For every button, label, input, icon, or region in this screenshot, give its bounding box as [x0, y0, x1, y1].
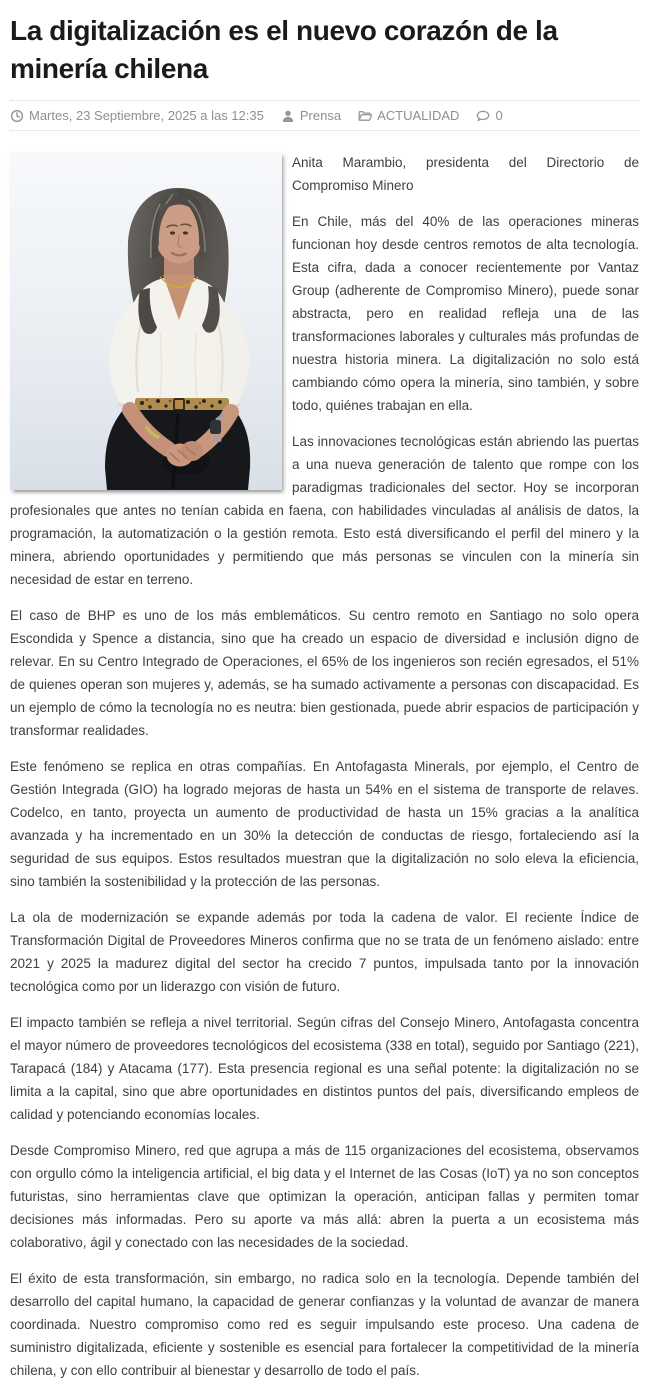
- post-category-label: ACTUALIDAD: [377, 108, 460, 123]
- post-comments-link[interactable]: [476, 108, 502, 123]
- article-paragraph: Desde Compromiso Minero, red que agrupa a más de 115 organizaciones del ecosistema, observamos con orgullo cómo la inteligencia artificial, el big data y el Internet de las Cosas (IoT) ya no son conceptos futuristas, sino herramientas clave que optimizan la operación, anticipan fallas y permiten tomar decisiones más informadas. Pero su aporte va más allá: abren la puerta a un ecosistema más colaborativo, ágil y conectado con las necesidades de la sociedad.: [10, 1143, 639, 1250]
- portrait-photo: [10, 152, 282, 490]
- post-author-label: Prensa: [299, 108, 342, 123]
- page-title: La digitalización es el nuevo corazón de la minería chilena: [10, 15, 558, 84]
- post-comments-count: 0: [495, 108, 503, 123]
- post-date-label: Martes, 23 Septiembre, 2025 a las 12:35: [29, 108, 264, 123]
- article-paragraph: Las innovaciones tecnológicas están abriendo las puertas a una nueva generación de talento que rompe con los paradigmas tradicionales del sector. Hoy se incorporan profesionales que antes no tenían cabida en faena, con habilidades vinculadas al análisis de datos, la programación, la automatización o la gestión remota. Esto está diversificando el perfil del minero y la minera, abriendo oportunidades y permitiendo que más personas se vinculen con la minería sin necesidad de estar en terreno.: [10, 434, 639, 587]
- post-date: [10, 108, 264, 123]
- article-paragraph: El caso de BHP es uno de los más emblemáticos. Su centro remoto en Santiago no solo opera Escondida y Spence a distancia, sino que ha creado un espacio de diversidad e inclusión digno de relevar. En su Centro Integrado de Operaciones, el 65% de los ingenieros son recién egresados, el 51% de quienes operan son mujeres y, además, se ha sumado activamente a personas con discapacidad. Es un ejemplo de cómo la tecnología no es neutra: bien gestionada, puede abrir espacios de participación y transformar realidades.: [10, 608, 639, 738]
- folder-icon: [358, 109, 372, 123]
- article-paragraph: Anita Marambio, presidenta del Directorio de Compromiso Minero: [292, 155, 639, 193]
- article-paragraph: El éxito de esta transformación, sin embargo, no radica solo en la tecnología. Depende también del desarrollo del capital humano, la capacidad de generar confianzas y la voluntad de avanzar de manera coordinada. Nuestro compromiso como red es seguir impulsando este proceso. Una cadena de suministro digitalizada, eficiente y sostenible es esencial para fortalecer la competitividad de la minería chilena, y con ello contribuir al bienestar y desarrollo de todo el país.: [10, 1271, 639, 1378]
- post-category-link[interactable]: [358, 108, 459, 123]
- user-icon: [281, 109, 295, 123]
- article-paragraph: El impacto también se refleja a nivel territorial. Según cifras del Consejo Minero, Antofagasta concentra el mayor número de proveedores tecnológicos del ecosistema (338 en total), seguido por Santiago (221), Tarapacá (184) y Atacama (177). Esta presencia regional es una señal potente: la digitalización no se limita a la capital, sino que abre oportunidades en distintos puntos del país, diversificando empleos de calidad y potenciando economías locales.: [10, 1015, 639, 1122]
- article-body: [10, 151, 639, 1382]
- article-featured-image: [10, 152, 282, 490]
- post-author-link[interactable]: [281, 108, 341, 123]
- article-paragraph: Este fenómeno se replica en otras compañías. En Antofagasta Minerals, por ejemplo, el Centro de Gestión Integrada (GIO) ha logrado mejoras de hasta un 54% en el sistema de transporte de relaves. Codelco, en tanto, proyecta un aumento de productividad de hasta un 15% gracias a la analítica avanzada y ha incrementado en un 30% la detección de conductas de riesgo, fortaleciendo así la seguridad de sus equipos. Estos resultados muestran que la digitalización no solo eleva la eficiencia, sino también la sostenibilidad y la protección de las personas.: [10, 759, 639, 889]
- clock-icon: [10, 109, 24, 123]
- article-paragraph: La ola de modernización se expande además por toda la cadena de valor. El reciente Índice de Transformación Digital de Proveedores Mineros confirma que no se trata de un fenómeno aislado: entre 2021 y 2025 la madurez digital del sector ha crecido 7 puntos, impulsada tanto por la innovación tecnológica como por un liderazgo con visión de futuro.: [10, 910, 639, 994]
- article-paragraph: En Chile, más del 40% de las operaciones mineras funcionan hoy desde centros remotos de alta tecnología. Esta cifra, dada a conocer recientemente por Vantaz Group (adherente de Compromiso Minero), puede sonar abstracta, pero en realidad refleja una de las transformaciones laborales y culturales más profundas de nuestra historia minera. La digitalización no solo está cambiando cómo opera la minería, sino también, y sobre todo, quiénes trabajan en ella.: [292, 214, 639, 413]
- post-meta-bar: [10, 100, 639, 131]
- comment-icon: [476, 109, 490, 123]
